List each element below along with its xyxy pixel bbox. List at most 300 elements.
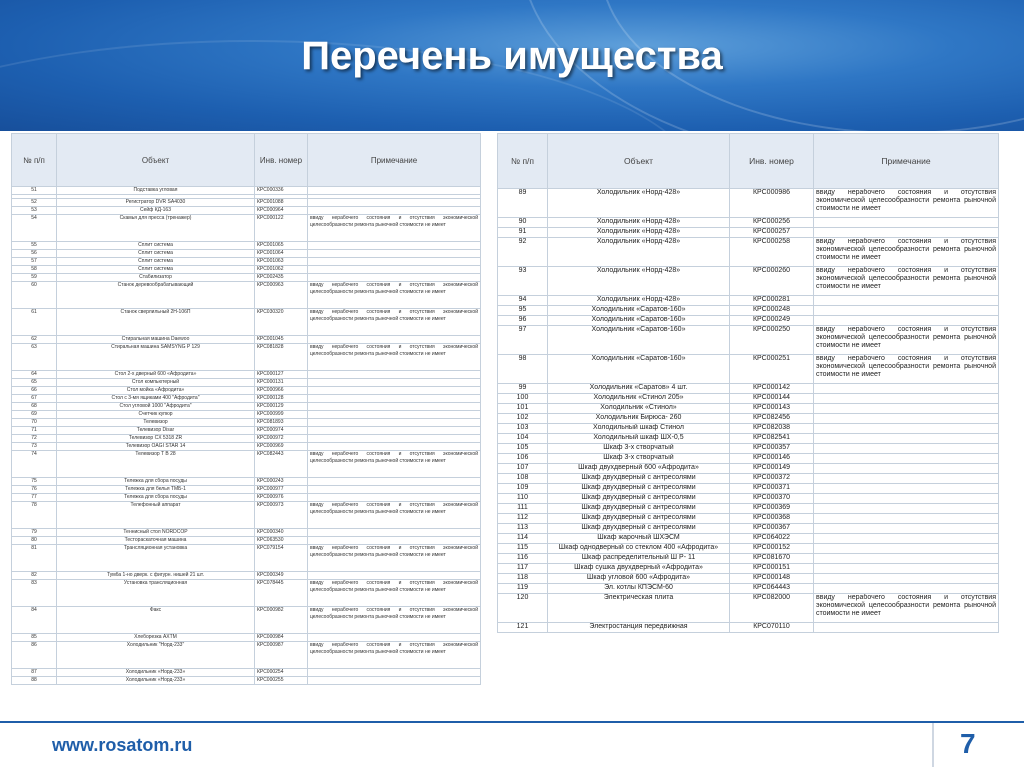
- row-inv-number: КРС000367: [730, 524, 814, 534]
- row-note: [308, 242, 481, 250]
- row-note: [814, 474, 999, 484]
- table-row: [12, 199, 481, 207]
- row-inv-number: КРС000250: [730, 326, 814, 355]
- table-row: [12, 443, 481, 451]
- row-note: [814, 218, 999, 228]
- row-number: 89: [498, 189, 548, 218]
- row-note: [814, 623, 999, 633]
- row-note: ввиду нерабочего состояния и отсутствия экономической целесообразности ремонта рыночной стоимости не имеет: [308, 642, 481, 669]
- row-number: 70: [12, 419, 57, 427]
- row-number: 77: [12, 494, 57, 502]
- table-row: [12, 411, 481, 419]
- row-object: Холодильник «Норд-233»: [57, 669, 255, 677]
- row-object: Шкаф двухдверный с антресолями: [548, 474, 730, 484]
- row-inv-number: КРС000127: [255, 371, 308, 379]
- row-object: Стол мойка «Афродита»: [57, 387, 255, 395]
- row-number: 84: [12, 607, 57, 634]
- row-note: ввиду нерабочего состояния и отсутствия экономической целесообразности ремонта рыночной стоимости не имеет: [308, 451, 481, 478]
- row-note: [814, 494, 999, 504]
- row-number: 109: [498, 484, 548, 494]
- row-inv-number: КРС000982: [255, 607, 308, 634]
- row-number: 111: [498, 504, 548, 514]
- row-inv-number: КРС000148: [730, 574, 814, 584]
- row-object: Подставка угловая: [57, 187, 255, 195]
- row-number: 80: [12, 537, 57, 545]
- table-row: [12, 529, 481, 537]
- row-number: 99: [498, 384, 548, 394]
- row-note: [814, 434, 999, 444]
- table-row: [12, 371, 481, 379]
- row-note: [814, 228, 999, 238]
- table-row: [12, 207, 481, 215]
- table-row: [12, 379, 481, 387]
- row-number: 61: [12, 309, 57, 336]
- row-note: ввиду нерабочего состояния и отсутствия экономической целесообразности ремонта рыночной стоимости не имеет: [308, 282, 481, 309]
- row-object: Сплит система: [57, 250, 255, 258]
- row-number: 57: [12, 258, 57, 266]
- row-inv-number: КРС000999: [255, 411, 308, 419]
- row-inv-number: КРС079154: [255, 545, 308, 572]
- row-note: [308, 572, 481, 580]
- row-number: 113: [498, 524, 548, 534]
- row-number: 88: [12, 677, 57, 685]
- row-inv-number: КРС000257: [730, 228, 814, 238]
- row-object: Станок деревообрабатывающий: [57, 282, 255, 309]
- row-object: Сейф КД-163: [57, 207, 255, 215]
- row-number: 83: [12, 580, 57, 607]
- row-note: ввиду нерабочего состояния и отсутствия экономической целесообразности ремонта рыночной стоимости не имеет: [308, 215, 481, 242]
- row-number: 103: [498, 424, 548, 434]
- row-object: Электростанция передвижная: [548, 623, 730, 633]
- table-row: [12, 486, 481, 494]
- row-object: Холодильник «Норд-428»: [548, 218, 730, 228]
- table-row: [498, 355, 999, 384]
- table-row: [498, 464, 999, 474]
- table-row: [498, 554, 999, 564]
- table-row: [12, 242, 481, 250]
- row-object: Холодильник «Норд-233»: [57, 677, 255, 685]
- row-note: ввиду нерабочего состояния и отсутствия экономической целесообразности ремонта рыночной стоимости не имеет: [308, 502, 481, 529]
- row-note: [308, 669, 481, 677]
- row-number: 81: [12, 545, 57, 572]
- row-note: ввиду нерабочего состояния и отсутствия экономической целесообразности ремонта рыночной стоимости не имеет: [814, 189, 999, 218]
- row-number: 55: [12, 242, 57, 250]
- page-number: 7: [960, 728, 976, 759]
- table-row: [498, 296, 999, 306]
- row-number: 96: [498, 316, 548, 326]
- table-row: [12, 258, 481, 266]
- table-row: [12, 580, 481, 607]
- row-object: Скамья для пресса (тренажер): [57, 215, 255, 242]
- row-number: 52: [12, 199, 57, 207]
- row-inv-number: КРС000254: [255, 669, 308, 677]
- row-object: Телевизор Disar: [57, 427, 255, 435]
- row-note: [814, 424, 999, 434]
- row-note: [308, 403, 481, 411]
- row-inv-number: КРС000964: [255, 207, 308, 215]
- row-inv-number: КРС001065: [255, 242, 308, 250]
- row-object: Стабилизатор: [57, 274, 255, 282]
- table-row: [498, 454, 999, 464]
- row-number: 110: [498, 494, 548, 504]
- table-row: [498, 474, 999, 484]
- row-note: [308, 435, 481, 443]
- row-object: Теннисный стол NORDCOP: [57, 529, 255, 537]
- row-number: 86: [12, 642, 57, 669]
- row-number: 93: [498, 267, 548, 296]
- row-inv-number: КРС000976: [255, 494, 308, 502]
- row-note: ввиду нерабочего состояния и отсутствия экономической целесообразности ремонта рыночной стоимости не имеет: [308, 607, 481, 634]
- row-number: 95: [498, 306, 548, 316]
- row-number: 90: [498, 218, 548, 228]
- row-note: ввиду нерабочего состояния и отсутствия экономической целесообразности ремонта рыночной стоимости не имеет: [308, 344, 481, 371]
- table-row: [12, 634, 481, 642]
- row-inv-number: КРС081670: [730, 554, 814, 564]
- row-note: [308, 395, 481, 403]
- row-note: ввиду нерабочего состояния и отсутствия экономической целесообразности ремонта рыночной стоимости не имеет: [814, 326, 999, 355]
- row-number: 112: [498, 514, 548, 524]
- row-number: 58: [12, 266, 57, 274]
- row-note: [814, 316, 999, 326]
- row-inv-number: КРС081828: [255, 344, 308, 371]
- row-object: Холодильник «Норд-428»: [548, 189, 730, 218]
- row-number: 121: [498, 623, 548, 633]
- row-number: 62: [12, 336, 57, 344]
- table-row: [12, 282, 481, 309]
- row-object: Тумба 1-но дверк. с фигурн. нишей 21 шт.: [57, 572, 255, 580]
- row-inv-number: КРС000972: [255, 435, 308, 443]
- table-row: [12, 215, 481, 242]
- row-number: 119: [498, 584, 548, 594]
- row-inv-number: КРС001045: [255, 336, 308, 344]
- col-header-note: Примечание: [308, 134, 481, 187]
- table-row: [498, 434, 999, 444]
- row-inv-number: КРС000249: [730, 316, 814, 326]
- table-row: [498, 514, 999, 524]
- table-row: [498, 238, 999, 267]
- row-inv-number: КРС000144: [730, 394, 814, 404]
- row-note: ввиду нерабочего состояния и отсутствия экономической целесообразности ремонта рыночной стоимости не имеет: [814, 238, 999, 267]
- table-row: [498, 564, 999, 574]
- row-object: Телевизор: [57, 419, 255, 427]
- row-inv-number: КРС000963: [255, 282, 308, 309]
- row-inv-number: КРС082443: [255, 451, 308, 478]
- row-note: ввиду нерабочего состояния и отсутствия экономической целесообразности ремонта рыночной стоимости не имеет: [814, 355, 999, 384]
- row-inv-number: КРС064443: [730, 584, 814, 594]
- col-header-note: Примечание: [814, 134, 999, 189]
- row-inv-number: КРС000969: [255, 443, 308, 451]
- footer-divider: [0, 721, 1024, 723]
- row-inv-number: КРС000357: [730, 444, 814, 454]
- row-inv-number: КРС000256: [730, 218, 814, 228]
- row-inv-number: КРС000369: [730, 504, 814, 514]
- row-object: Стиральная машина SAMSYNG P 129: [57, 344, 255, 371]
- row-object: Стол 2-х дверный 600 «Афродита»: [57, 371, 255, 379]
- row-object: Стол угловой 1000 "Афродита": [57, 403, 255, 411]
- col-header-num: № п/п: [498, 134, 548, 189]
- row-inv-number: КРС000146: [730, 454, 814, 464]
- row-number: 59: [12, 274, 57, 282]
- row-number: 66: [12, 387, 57, 395]
- row-note: [308, 187, 481, 195]
- table-row: [498, 414, 999, 424]
- row-object: Стол компьютерный: [57, 379, 255, 387]
- row-note: [814, 514, 999, 524]
- table-row: [12, 336, 481, 344]
- row-note: [308, 634, 481, 642]
- table-row: [498, 424, 999, 434]
- row-object: Шкаф двухдверный с антресолями: [548, 504, 730, 514]
- row-object: Тестораскаточная машина: [57, 537, 255, 545]
- row-object: Шкаф 3-х створчатый: [548, 444, 730, 454]
- row-object: Холодильник "Норд-233": [57, 642, 255, 669]
- table-row: [498, 494, 999, 504]
- row-inv-number: КРС082541: [730, 434, 814, 444]
- row-number: 92: [498, 238, 548, 267]
- row-number: 102: [498, 414, 548, 424]
- row-note: [308, 537, 481, 545]
- row-inv-number: КРС000973: [255, 502, 308, 529]
- row-note: [814, 564, 999, 574]
- row-inv-number: КРС000371: [730, 484, 814, 494]
- row-object: Шкаф угловой 600 «Афродита»: [548, 574, 730, 584]
- table-row: [498, 574, 999, 584]
- row-inv-number: КРС000984: [255, 634, 308, 642]
- table-row: [12, 435, 481, 443]
- row-inv-number: КРС000349: [255, 572, 308, 580]
- row-object: Шкаф двухдверный с антресолями: [548, 524, 730, 534]
- row-object: Трансляционная установка: [57, 545, 255, 572]
- row-number: 60: [12, 282, 57, 309]
- row-number: 76: [12, 486, 57, 494]
- row-inv-number: КРС001063: [255, 258, 308, 266]
- table-row: [498, 524, 999, 534]
- row-inv-number: КРС000372: [730, 474, 814, 484]
- table-row: [498, 504, 999, 514]
- col-header-object: Объект: [57, 134, 255, 187]
- row-object: Телевизор CX 5318 ZR: [57, 435, 255, 443]
- row-object: Установка трансляционная: [57, 580, 255, 607]
- row-object: Тележка для сбора посуды: [57, 478, 255, 486]
- row-object: Телефонный аппарат: [57, 502, 255, 529]
- row-note: [308, 336, 481, 344]
- row-note: [814, 574, 999, 584]
- row-number: 116: [498, 554, 548, 564]
- property-table-right: [497, 133, 999, 633]
- table-row: [12, 250, 481, 258]
- row-note: [814, 524, 999, 534]
- row-number: 85: [12, 634, 57, 642]
- table-row: [12, 387, 481, 395]
- row-object: Счетчик купюр: [57, 411, 255, 419]
- row-object: Тележка для белья ТМБ-1: [57, 486, 255, 494]
- row-inv-number: КРС070110: [730, 623, 814, 633]
- row-inv-number: КРС082456: [730, 414, 814, 424]
- footer-url: www.rosatom.ru: [52, 735, 193, 755]
- row-inv-number: КРС000974: [255, 427, 308, 435]
- table-row: [498, 534, 999, 544]
- row-note: [308, 443, 481, 451]
- row-inv-number: КРС001064: [255, 250, 308, 258]
- table-row: [12, 187, 481, 195]
- row-inv-number: КРС000340: [255, 529, 308, 537]
- row-note: [814, 306, 999, 316]
- row-object: Сплит система: [57, 242, 255, 250]
- row-number: 71: [12, 427, 57, 435]
- row-note: [308, 274, 481, 282]
- row-number: 100: [498, 394, 548, 404]
- row-note: [308, 250, 481, 258]
- row-inv-number: КРС063530: [255, 537, 308, 545]
- table-row: [12, 344, 481, 371]
- table-row: [498, 228, 999, 238]
- table-row: [12, 669, 481, 677]
- row-inv-number: КРС000368: [730, 514, 814, 524]
- table-row: [12, 274, 481, 282]
- row-number: 67: [12, 395, 57, 403]
- row-object: Холодильник «Норд-428»: [548, 238, 730, 267]
- row-note: [814, 484, 999, 494]
- table-row: [498, 594, 999, 623]
- row-object: Холодильник «Норд-428»: [548, 267, 730, 296]
- table-row: [498, 444, 999, 454]
- table-header-row: [498, 134, 999, 189]
- row-number: 114: [498, 534, 548, 544]
- row-inv-number: КРС082038: [730, 424, 814, 434]
- row-object: Шкаф двухдверный 600 «Афродита»: [548, 464, 730, 474]
- row-object: Холодильник «Саратов-160»: [548, 326, 730, 355]
- row-note: [814, 554, 999, 564]
- row-object: Факс: [57, 607, 255, 634]
- row-note: ввиду нерабочего состояния и отсутствия экономической целесообразности ремонта рыночной стоимости не имеет: [308, 580, 481, 607]
- table-row: [12, 677, 481, 685]
- table-row: [12, 266, 481, 274]
- table-row: [12, 545, 481, 572]
- row-inv-number: КРС000977: [255, 486, 308, 494]
- row-inv-number: КРС000258: [730, 238, 814, 267]
- row-object: Шкаф сушка двухдверный «Афродита»: [548, 564, 730, 574]
- row-inv-number: КРС000128: [255, 395, 308, 403]
- row-note: [814, 384, 999, 394]
- row-object: Шкаф жарочный ШХЭСМ: [548, 534, 730, 544]
- table-row: [498, 584, 999, 594]
- row-number: 115: [498, 544, 548, 554]
- row-inv-number: КРС000966: [255, 387, 308, 395]
- row-inv-number: КРС000129: [255, 403, 308, 411]
- row-object: Холодильник «Стинол 205»: [548, 394, 730, 404]
- row-number: 91: [498, 228, 548, 238]
- row-number: 63: [12, 344, 57, 371]
- row-note: [814, 404, 999, 414]
- row-number: 73: [12, 443, 57, 451]
- row-number: 64: [12, 371, 57, 379]
- table-row: [12, 309, 481, 336]
- row-object: Стиральная машина Daewoo: [57, 336, 255, 344]
- row-object: Станок сверлильный 2Н-106П: [57, 309, 255, 336]
- row-note: [814, 584, 999, 594]
- row-note: [308, 379, 481, 387]
- row-inv-number: КРС078445: [255, 580, 308, 607]
- row-inv-number: КРС000152: [730, 544, 814, 554]
- row-inv-number: КРС081893: [255, 419, 308, 427]
- col-header-inv: Инв. номер: [730, 134, 814, 189]
- table-header-row: [12, 134, 481, 187]
- table-row: [498, 189, 999, 218]
- table-row: [498, 384, 999, 394]
- page-title: Перечень имущества: [301, 34, 723, 78]
- row-object: Хлеборезка АХТМ: [57, 634, 255, 642]
- row-number: 74: [12, 451, 57, 478]
- row-inv-number: КРС000987: [255, 642, 308, 669]
- row-note: [308, 427, 481, 435]
- row-object: Холодильник «Саратов-160»: [548, 306, 730, 316]
- table-row: [12, 403, 481, 411]
- row-object: Электрическая плита: [548, 594, 730, 623]
- table-row: [498, 306, 999, 316]
- row-object: Шкаф 3-х створчатый: [548, 454, 730, 464]
- row-inv-number: КРС000149: [730, 464, 814, 474]
- property-table-left: [11, 133, 481, 685]
- row-inv-number: КРС000255: [255, 677, 308, 685]
- row-note: [308, 486, 481, 494]
- row-note: [814, 544, 999, 554]
- row-note: [814, 454, 999, 464]
- table-row: [498, 394, 999, 404]
- row-number: 65: [12, 379, 57, 387]
- row-object: Стол с 3-мя ящиками 400 "Афродита": [57, 395, 255, 403]
- row-inv-number: КРС000248: [730, 306, 814, 316]
- table-row: [12, 494, 481, 502]
- row-number: 106: [498, 454, 548, 464]
- row-note: [814, 534, 999, 544]
- row-note: ввиду нерабочего состояния и отсутствия экономической целесообразности ремонта рыночной стоимости не имеет: [308, 309, 481, 336]
- row-number: 87: [12, 669, 57, 677]
- table-row: [498, 404, 999, 414]
- table-body-right: [498, 189, 999, 633]
- row-inv-number: КРС000986: [730, 189, 814, 218]
- row-note: [308, 207, 481, 215]
- row-object: Шкаф двухдверный с антресолями: [548, 494, 730, 504]
- row-number: 118: [498, 574, 548, 584]
- row-note: ввиду нерабочего состояния и отсутствия экономической целесообразности ремонта рыночной стоимости не имеет: [814, 594, 999, 623]
- row-object: Регистратор DVR SA4030: [57, 199, 255, 207]
- row-number: 75: [12, 478, 57, 486]
- table-row: [12, 451, 481, 478]
- row-inv-number: КРС001062: [255, 266, 308, 274]
- table-row: [498, 316, 999, 326]
- row-number: 94: [498, 296, 548, 306]
- row-number: 79: [12, 529, 57, 537]
- row-inv-number: КРС064022: [730, 534, 814, 544]
- row-object: Холодильник «Саратов» 4 шт.: [548, 384, 730, 394]
- row-note: [308, 199, 481, 207]
- row-object: Шкаф однодверный со стеклом 400 «Афродита»: [548, 544, 730, 554]
- table-row: [12, 395, 481, 403]
- row-note: [814, 414, 999, 424]
- row-note: [814, 444, 999, 454]
- row-note: [308, 371, 481, 379]
- row-object: Шкаф двухдверный с антресолями: [548, 484, 730, 494]
- row-object: Холодильник «Норд-428»: [548, 296, 730, 306]
- col-header-num: № п/п: [12, 134, 57, 187]
- table-row: [12, 427, 481, 435]
- row-number: 51: [12, 187, 57, 195]
- footer-separator: [932, 723, 934, 767]
- row-object: Холодильный шкаф Стинол: [548, 424, 730, 434]
- row-note: ввиду нерабочего состояния и отсутствия экономической целесообразности ремонта рыночной стоимости не имеет: [308, 545, 481, 572]
- table-row: [12, 478, 481, 486]
- row-inv-number: КРС000281: [730, 296, 814, 306]
